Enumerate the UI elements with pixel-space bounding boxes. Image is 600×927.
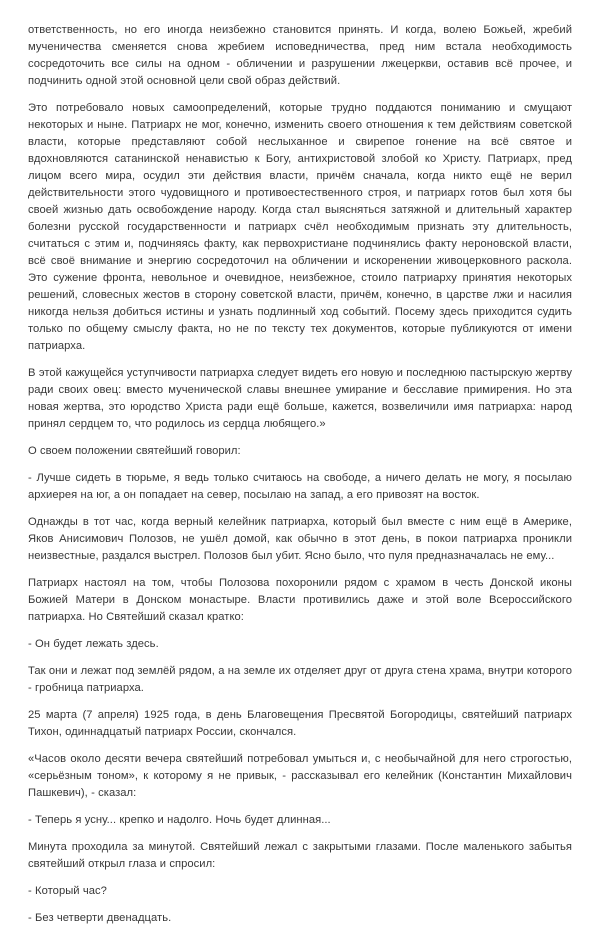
paragraph: 25 марта (7 апреля) 1925 года, в день Благовещения Пресвятой Богородицы, святейший патриарх Тихон, одиннадцатый патриарх России, скончался. (28, 709, 572, 738)
paragraph: - Без четверти двенадцать. (28, 912, 172, 924)
paragraph: - Лучше сидеть в тюрьме, я ведь только считаюсь на свободе, а ничего делать не могу, я посылаю архиерея на юг, а он попадает на север, посылаю на запад, а его привозят на восток. (28, 472, 572, 501)
paragraph: Минута проходила за минутой. Святейший лежал с закрытыми глазами. После маленького забытья святейший открыл глаза и спросил: (28, 841, 572, 870)
paragraph: «Часов около десяти вечера святейший потребовал умыться и, с необычайной для него строгостью, «серьёзным тоном», к которому я не привык, - рассказывал его келейник (Константин Михайлович Пашкевич), - сказал: (28, 753, 572, 799)
paragraph: Однажды в тот час, когда верный келейник патриарха, который был вместе с ним ещё в Америке, Яков Анисимович Полозов, не ушёл домой, как обычно в этот день, в покои патриарха проникли неизвестные, раздался выстрел. Полозов был убит. Ясно было, что пуля предназначалась не ему... (28, 516, 572, 562)
paragraph: В этой кажущейся уступчивости патриарха следует видеть его новую и последнюю пастырскую жертву ради своих овец: вместо мученической славы внешнее умирание и бесславие примирения. Но эта новая жертва, это юродство Христа ради ещё больше, кажется, возвеличили имя патриарха: народ принял сердцем то, что родилось из сердца любящего.» (28, 367, 572, 430)
document-text-body (28, 22, 572, 927)
paragraph: ответственность, но его иногда неизбежно становится принять. И когда, волею Божьей, жребий мученичества сменяется снова жребием исповедничества, пред ним встала необходимость сосредоточить все силы на одном - обличении и разрушении лжецеркви, оставив всё прочее, и подчинить одной этой основной цели свой образ действий. (28, 24, 572, 87)
paragraph: Патриарх настоял на том, чтобы Полозова похоронили рядом с храмом в честь Донской иконы Божией Матери в Донском монастыре. Власти противились даже и этой воле Всероссийского патриарха. Но Святейший сказал кратко: (28, 577, 572, 623)
paragraph: - Он будет лежать здесь. (28, 638, 159, 650)
paragraph: - Теперь я усну... крепко и надолго. Ночь будет длинная... (28, 814, 331, 826)
paragraph: О своем положении святейший говорил: (28, 445, 241, 457)
paragraph: Так они и лежат под землёй рядом, а на земле их отделяет друг от друга стена храма, внутри которого - гробница патриарха. (28, 665, 572, 694)
paragraph: - Который час? (28, 885, 107, 897)
paragraph: Это потребовало новых самоопределений, которые трудно поддаются пониманию и смущают некоторых и ныне. Патриарх не мог, конечно, изменить своего отношения к тем действиям советской власти, которые представляют собой неслыханное и свирепое гонение на всё святое и вдохновляются сатанинской ненавистью к Богу, антихристовой злобой ко Христу. Патриарх, пред лицом всего мира, осудил эти действия власти, причём сначала, когда никто ещё не верил действительности этого чудовищного и противоестественного строя, и патриарх готов был хотя бы своей жизнью дать освобождение народу. Когда стал выясняться затяжной и длительный характер болезни русской государственности и патриарх счёл необходимым признать эту длительность, считаться с этим и, подчиняясь факту, как первохристиане подчинялись факту нероновской власти, всё своё внимание и энергию сосредоточил на обличении и искоренении живоцерковного раскола. Это сужение фронта, невольное и очевидное, неизбежное, стоило патриарху принятия некоторых решений, словесных жестов в сторону советской власти, причём, конечно, в царстве лжи и насилия никогда нельзя добиться истины и узнать подлинный ход событий. Посему здесь приходится судить только по общему смыслу факта, но не по тексту тех документов, которые публикуются от имени патриарха. (28, 102, 572, 352)
